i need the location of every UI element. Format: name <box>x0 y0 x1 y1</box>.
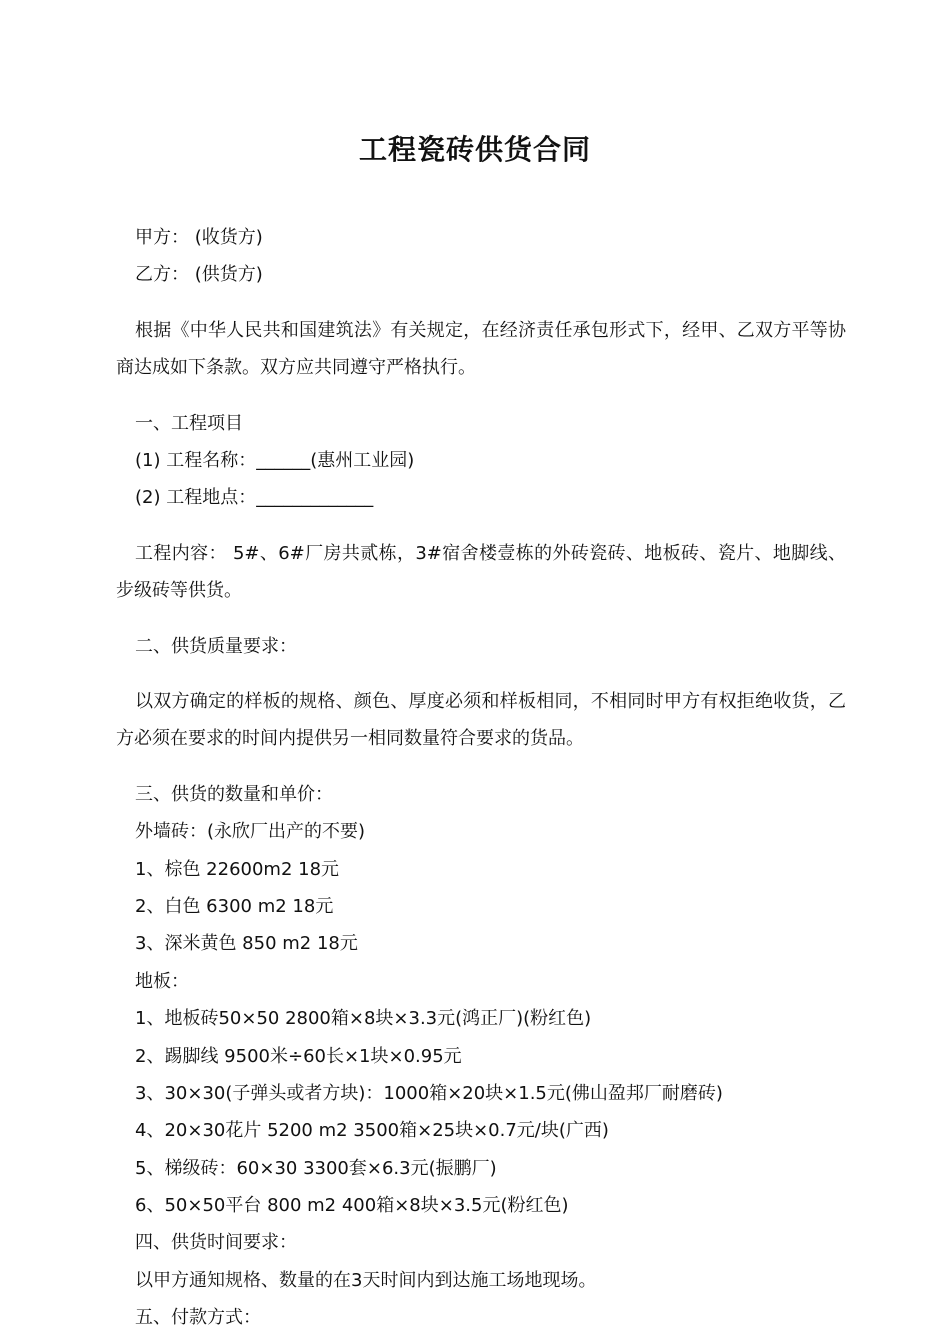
list-item: 2、踢脚线 9500米÷60长×1块×0.95元 <box>135 1045 462 1067</box>
party-b-line: 乙方： (供货方) <box>135 264 263 286</box>
project-name-line: (1) 工程名称：______(惠州工业园) <box>135 449 415 471</box>
party-a-line: 甲方： (收货方) <box>135 227 263 248</box>
list-item: 3、30×30(子弹头或者方块)：1000箱×20块×1.5元(佛山盈邦厂耐磨砖) <box>135 1082 723 1104</box>
list-item: 4、20×30花片 5200 m2 3500箱×25块×0.7元/块(广西) <box>135 1120 609 1142</box>
preamble-paragraph: 根据《中华人民共和国建筑法》有关规定，在经济责任承包形式下，经甲、乙双方平等协商达成如下条款。双方应共同遵守严格执行。 <box>116 319 846 379</box>
project-location-line: (2) 工程地点：_____________ <box>135 487 374 509</box>
list-item: 2、白色 6300 m2 18元 <box>135 895 334 917</box>
exterior-tile-heading: 外墙砖：(永欣厂出产的不要) <box>135 821 366 843</box>
document-title: 工程瓷砖供货合同 <box>358 133 591 166</box>
section-3-heading: 三、供货的数量和单价： <box>135 783 333 805</box>
section-4-heading: 四、供货时间要求： <box>135 1232 297 1254</box>
list-item: 5、梯级砖：60×30 3300套×6.3元(振鹏厂) <box>135 1157 497 1179</box>
list-item: 3、深米黄色 850 m2 18元 <box>135 933 358 955</box>
delivery-time-line: 以甲方通知规格、数量的在3天时间内到达施工场地现场。 <box>135 1269 597 1291</box>
floor-heading: 地板： <box>135 970 189 992</box>
section-2-heading: 二、供货质量要求： <box>135 635 297 657</box>
section-5-heading: 五、付款方式： <box>135 1307 261 1329</box>
list-item: 6、50×50平台 800 m2 400箱×8块×3.5元(粉红色) <box>135 1195 569 1217</box>
document-body <box>116 219 846 1337</box>
section-1-heading: 一、工程项目 <box>135 412 243 434</box>
list-item: 1、棕色 22600m2 18元 <box>135 858 340 880</box>
project-content-paragraph: 工程内容： 5#、6#厂房共贰栋，3#宿舍楼壹栋的外砖瓷砖、地板砖、瓷片、地脚线、步级砖等供货。 <box>116 542 846 602</box>
quality-paragraph: 以双方确定的样板的规格、颜色、厚度必须和样板相同，不相同时甲方有权拒绝收货，乙方必须在要求的时间内提供另一相同数量符合要求的货品。 <box>116 690 846 750</box>
list-item: 1、地板砖50×50 2800箱×8块×3.3元(鸿正厂)(粉红色) <box>135 1008 592 1030</box>
